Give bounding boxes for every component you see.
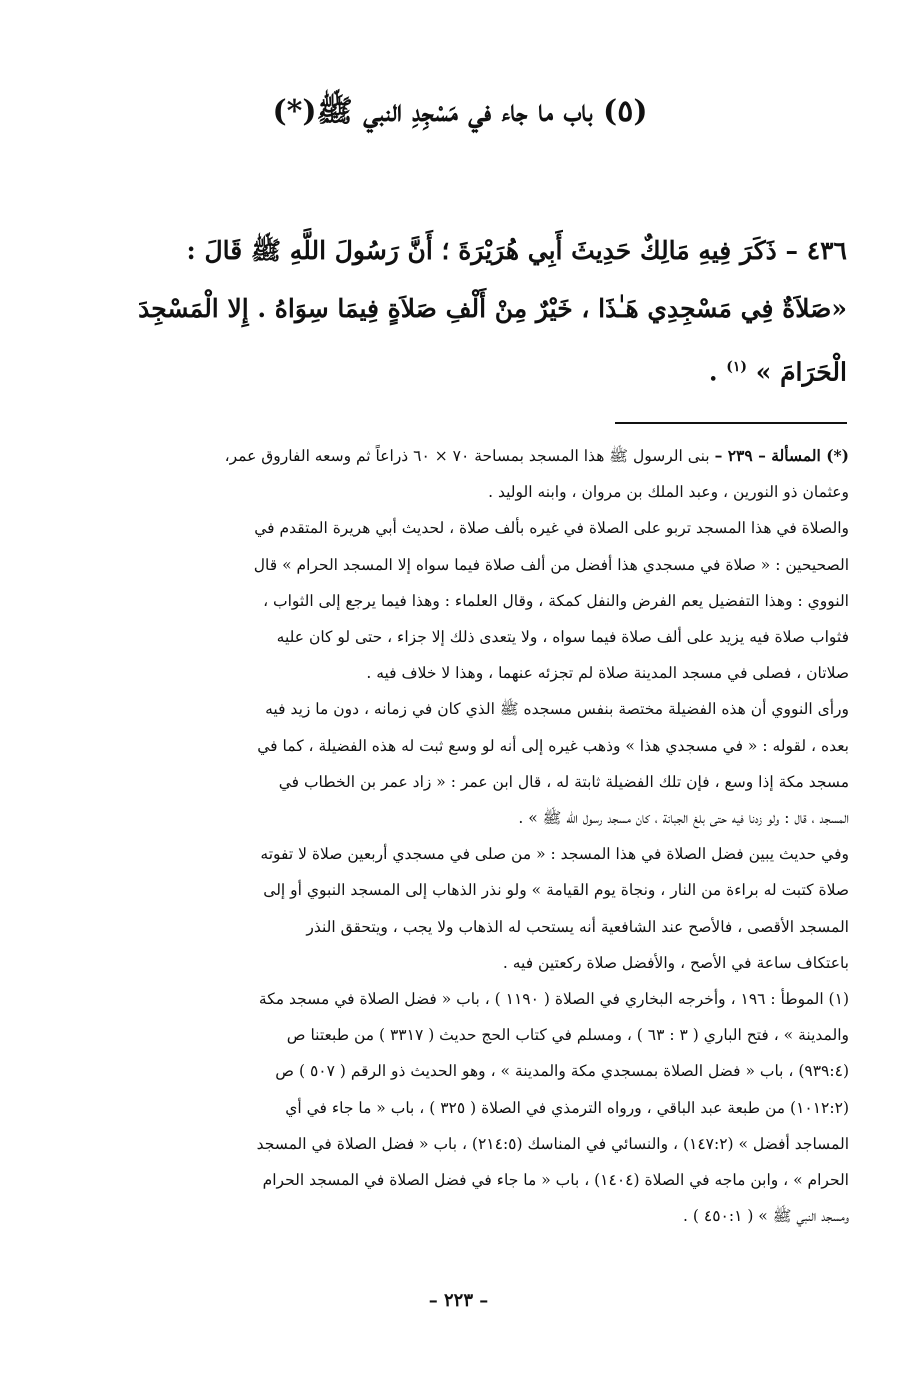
hadith-block bbox=[67, 222, 847, 401]
note-line: المسجد ، قال : ولو زدنا فيه حتى بلغ الجبانة ، كان مسجد رسول الله ﷺ » . bbox=[518, 809, 849, 828]
hadith-line: ٤٣٦ – ذَكَرَ فِيهِ مَالِكٌ حَدِيثَ أَبِي هُرَيْرَةَ ؛ أَنَّ رَسُولَ اللَّهِ ﷺ قَالَ : bbox=[186, 236, 847, 265]
note-line: صلاتان ، فصلى في مسجد المدينة صلاة لم تجزئه عنهما ، وهذا لا خلاف فيه . bbox=[366, 664, 849, 683]
note-line: ومسجد النبي ﷺ » ( ٤٥٠:١ ) . bbox=[683, 1207, 849, 1226]
note-line: المسجد الأقصى ، فالأصح عند الشافعية أنه يستحب له الذهاب ولا يجب ، ويتحقق النذر bbox=[306, 917, 849, 936]
note-line: باعتكاف ساعة في الأصح ، والأفضل صلاة ركعتين فيه . bbox=[502, 953, 849, 972]
hadith-line bbox=[67, 338, 847, 401]
note-line: بعده ، لقوله : « في مسجدي هذا » وذهب غيره إلى أنه لو وسع ثبت له هذه الفضيلة ، كما في bbox=[257, 736, 849, 755]
note-line: النووي : وهذا التفضيل يعم الفرض والنفل كمكة ، وقال العلماء : وهذا فيما يرجع إلى الثواب ، bbox=[263, 591, 849, 610]
note-lead: (*) المسألة – ٢٣٩ – bbox=[714, 446, 849, 465]
note-line: الحرام » ، وابن ماجه في الصلاة (١٤٠٤) ، باب « ما جاء في فضل الصلاة في المسجد الحرام bbox=[262, 1171, 849, 1190]
note-line: المساجد أفضل » (١٤٧:٢) ، والنسائي في المناسك (٢١٤:٥) ، باب « فضل الصلاة في المسجد bbox=[256, 1134, 849, 1153]
hadith-end-mark: . bbox=[708, 357, 718, 387]
footnote-marker: (١) bbox=[726, 359, 748, 375]
page-number: – ٢٢٣ – bbox=[428, 1290, 489, 1311]
note-line: ورأى النووي أن هذه الفضيلة مختصة بنفس مسجده ﷺ الذي كان في زمانه ، دون ما زيد فيه bbox=[265, 700, 849, 719]
chapter-title: (٥) باب ما جاء في مَسْجِدِ النبي ﷺ(*) bbox=[272, 94, 648, 129]
note-line: (٩٣٩:٤) ، باب « فضل الصلاة بمسجدي مكة والمدينة » ، وهو الحديث ذو الرقم ( ٥٠٧ ) ص bbox=[275, 1062, 849, 1081]
note-line: مسجد مكة إذا وسع ، فإن تلك الفضيلة ثابتة له ، قال ابن عمر : « زاد عمر بن الخطاب في bbox=[278, 772, 849, 791]
note-line: فثواب صلاة فيه يزيد على ألف صلاة فيما سواه ، ولا يتعدى ذلك إلا جزاء ، حتى لو كان عليه bbox=[276, 628, 849, 647]
note-line: (١) الموطأ : ١٩٦ ، وأخرجه البخاري في الصلاة ( ١١٩٠ ) ، باب « فضل الصلاة في مسجد مكة bbox=[258, 990, 849, 1009]
footnote-separator bbox=[615, 422, 847, 424]
note-line: والمدينة » ، فتح الباري ( ٣ : ٦٣ ) ، ومسلم في كتاب الحج حديث ( ٣٣١٧ ) من طبعتنا ص bbox=[286, 1026, 849, 1045]
note-line: والصلاة في هذا المسجد تربو على الصلاة في غيره بألف صلاة ، لحديث أبي هريرة المتقدم في bbox=[254, 519, 849, 538]
note-line bbox=[59, 438, 849, 474]
note-line: صلاة كتبت له براءة من النار ، ونجاة يوم القيامة » ولو نذر الذهاب إلى المسجد النبوي أو إلى bbox=[263, 881, 849, 900]
note-line: وفي حديث يبين فضل الصلاة في هذا المسجد : « من صلى في مسجدي أربعين صلاة لا تفوته bbox=[260, 845, 849, 864]
hadith-line-text: الْحَرَامَ » bbox=[755, 357, 847, 387]
hadith-line: «صَلاَةٌ فِي مَسْجِدِي هَـٰذَا ، خَيْرٌ مِنْ أَلْفِ صَلاَةٍ فِيمَا سِوَاهُ . إِلا الْمَسْجِدَ bbox=[138, 294, 847, 323]
note-line: الصحيحين : « صلاة في مسجدي هذا أفضل من ألف صلاة فيما سواه إلا المسجد الحرام » قال bbox=[253, 555, 849, 574]
note-line: وعثمان ذو النورين ، وعبد الملك بن مروان ، وابنه الوليد . bbox=[488, 483, 849, 502]
footnotes bbox=[59, 438, 849, 1234]
note-line: (١٠١٢:٢) من طبعة عبد الباقي ، ورواه الترمذي في الصلاة ( ٣٢٥ ) ، باب « ما جاء في أي bbox=[285, 1098, 849, 1117]
note-line-text: بنى الرسول ﷺ هذا المسجد بمساحة ٧٠ × ٦٠ ذراعاً ثم وسعه الفاروق عمر، bbox=[224, 447, 710, 465]
